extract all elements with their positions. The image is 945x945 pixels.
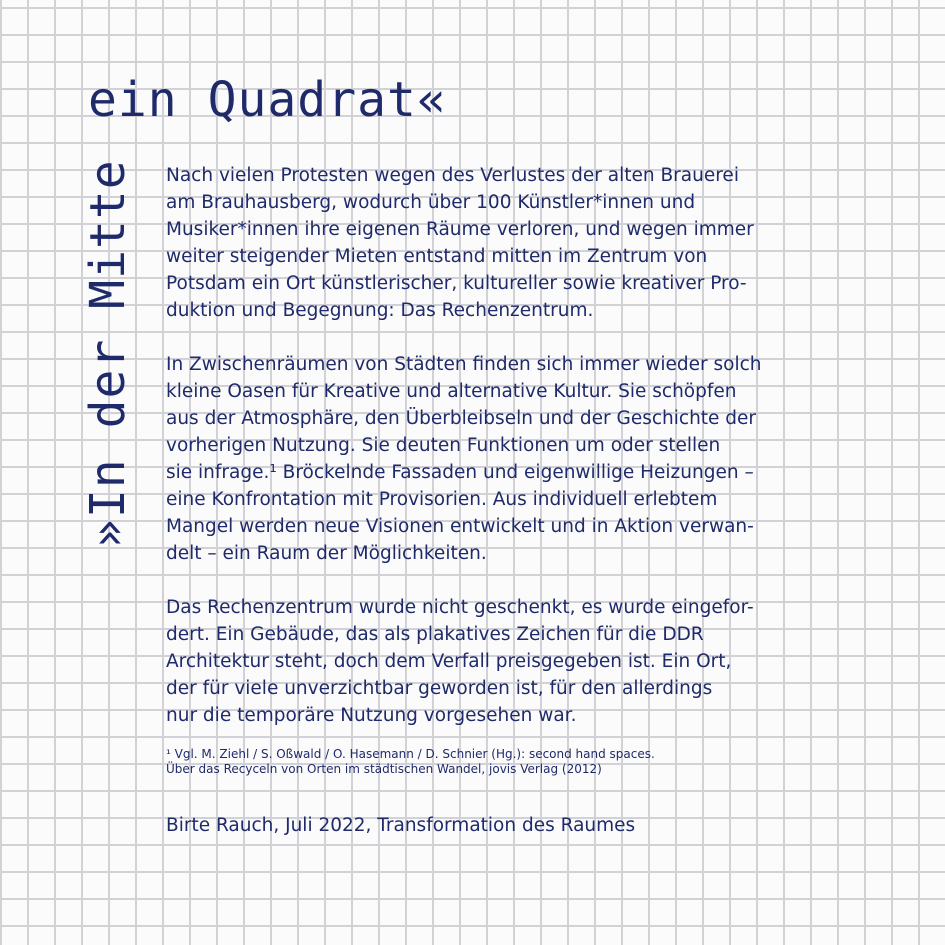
headline-vertical-line: »In der Mitte [80, 159, 136, 548]
article-body [166, 162, 866, 729]
author-signature: Birte Rauch, Juli 2022, Transformation des Raumes [166, 815, 636, 836]
paragraph-1: Nach vielen Protesten wegen des Verlustes der alten Brauerei am Brauhausberg, wodurch über 100 Künstler*innen und Musiker*innen ihre eigenen Räume verloren, und wegen immer weiter steigender Mieten entstand mitten im Zentrum von Potsdam ein Ort künstlerischer, kultureller sowie kreativer Pro- duktion und Begegnung: Das Rechenzentrum. [166, 165, 754, 321]
paragraph-3: Das Rechenzentrum wurde nicht geschenkt, es wurde eingefor- dert. Ein Gebäude, das als plakatives Zeichen für die DDR Architektur steht, doch dem Verfall preisgegeben ist. Ein Ort, der für viele unverzichtbar geworden ist, für den allerdings nur die temporäre Nutzung vorgesehen war. [166, 597, 754, 726]
headline-top-line: ein Quadrat« [88, 72, 447, 128]
paragraph-2: In Zwischenräumen von Städten finden sich immer wieder solch kleine Oasen für Kreative und alternative Kultur. Sie schöpfen aus der Atmosphäre, den Überbleibseln und der Geschichte der vorherigen Nutzung. Sie deuten Funktionen um oder stellen sie infrage.¹ Bröckelnde Fassaden und eigenwillige Heizungen – eine Konfrontation mit Provisorien. Aus individuell erlebtem Mangel werden neue Visionen entwickelt und in Aktion verwan- delt – ein Raum der Möglichkeiten. [166, 354, 762, 564]
footnote: ¹ Vgl. M. Ziehl / S. Oßwald / O. Hasemann / D. Schnier (Hg.): second hand spaces. Über das Recyceln von Orten im städtischen Wandel, jovis Verlag (2012) [166, 747, 655, 776]
